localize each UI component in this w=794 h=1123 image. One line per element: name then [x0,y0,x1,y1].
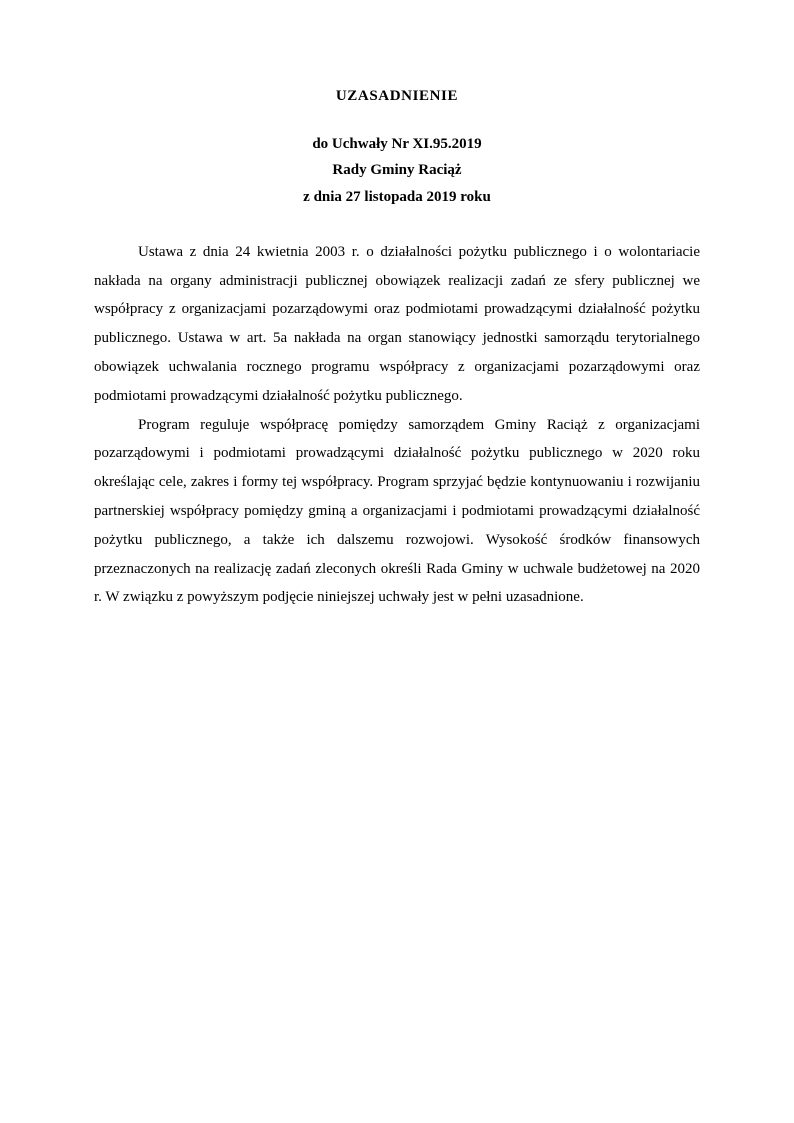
page-title: UZASADNIENIE [335,88,459,104]
body-paragraph-2: Program reguluje współpracę pomiędzy samorządem Gminy Raciąż z organizacjami pozarządowymi i podmiotami prowadzącymi działalność pożytku publicznego w 2020 roku określając cele, zakres i formy tej współpracy. Program sprzyjać będzie kontynuowaniu i rozwijaniu partnerskiej współpracy pomiędzy gminą a organizacjami i podmiotami prowadzącymi działalność pożytku publicznego, a także ich dalszemu rozwojowi. Wysokość środków finansowych przeznaczonych na realizację zadań zleconych określi Rada Gminy w uchwale budżetowej na 2020 r. W związku z powyższym podjęcie niniejszej uchwały jest w pełni uzasadnione. [94,416,700,606]
subtitle-line-council-name: Rady Gminy Raciąż [332,162,462,179]
subtitle-line-date: z dnia 27 listopada 2019 roku [303,188,491,205]
subtitle-line-resolution-number: do Uchwały Nr XI.95.2019 [312,136,482,152]
body-paragraph-1: Ustawa z dnia 24 kwietnia 2003 r. o działalności pożytku publicznego i o wolontariacie nakłada na organy administracji publicznej obowiązek realizacji zadań ze sfery publicznej we współpracy z organizacjami pozarządowymi oraz podmiotami prowadzącymi działalność pożytku publicznego. Ustawa w art. 5a nakłada na organ stanowiący jednostki samorządu terytorialnego obowiązek uchwalania rocznego programu współpracy z organizacjami pozarządowymi oraz podmiotami prowadzącymi działalność pożytku publicznego. [94,243,700,404]
document-subtitle [94,131,700,210]
